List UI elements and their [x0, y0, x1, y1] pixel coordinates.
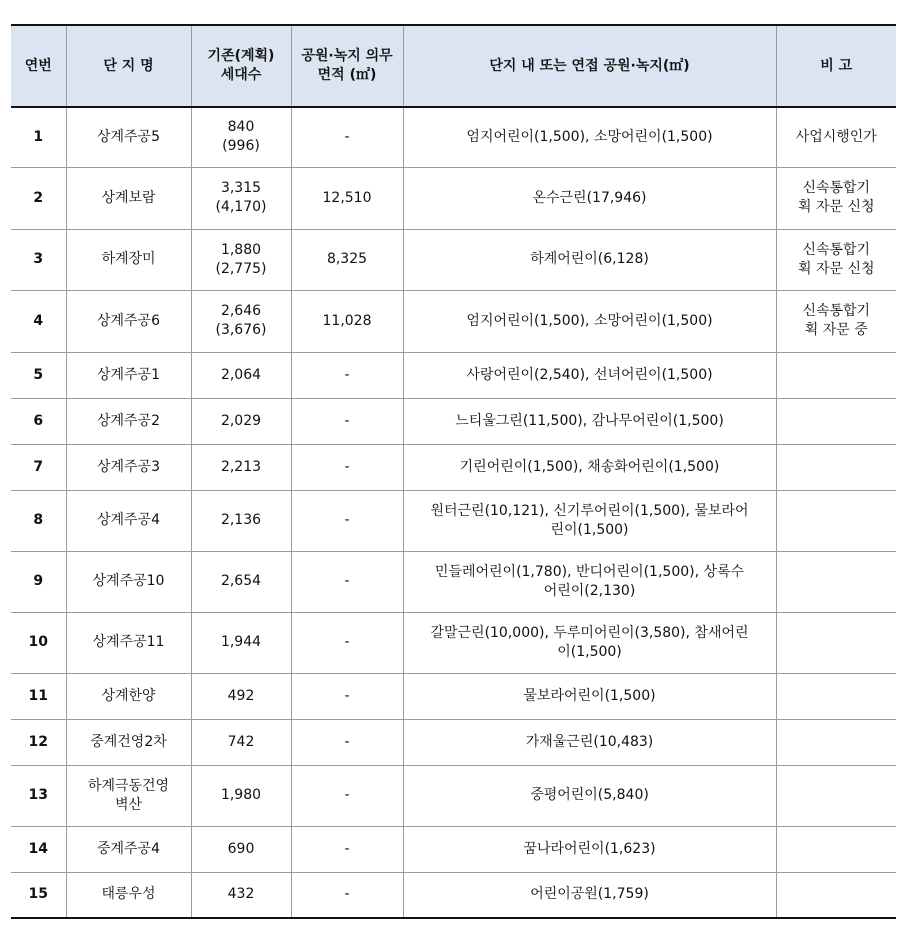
row-number: 14	[11, 826, 66, 872]
row-number: 10	[11, 612, 66, 673]
table-row	[11, 719, 896, 765]
table-row	[11, 551, 896, 612]
table-row	[11, 673, 896, 719]
note: 신속통합기 획 자문 신청	[776, 229, 896, 290]
row-number: 4	[11, 290, 66, 352]
household-count: 2,064	[191, 352, 291, 398]
table-row	[11, 612, 896, 673]
park-list: 느티울그린(11,500), 감나무어린이(1,500)	[403, 398, 776, 444]
required-area: -	[291, 872, 403, 918]
complex-name: 상계한양	[66, 673, 191, 719]
park-list: 꿈나라어린이(1,623)	[403, 826, 776, 872]
required-area: -	[291, 352, 403, 398]
note	[776, 398, 896, 444]
park-list: 기린어린이(1,500), 채송화어린이(1,500)	[403, 444, 776, 490]
required-area: 11,028	[291, 290, 403, 352]
complex-name: 중계건영2차	[66, 719, 191, 765]
header-no: 연번	[11, 25, 66, 107]
required-area: -	[291, 444, 403, 490]
park-list: 사랑어린이(2,540), 선녀어린이(1,500)	[403, 352, 776, 398]
note	[776, 673, 896, 719]
header-name: 단 지 명	[66, 25, 191, 107]
note	[776, 872, 896, 918]
note: 신속통합기 획 자문 중	[776, 290, 896, 352]
table-row	[11, 290, 896, 352]
row-number: 3	[11, 229, 66, 290]
table-row	[11, 444, 896, 490]
complex-name: 상계주공3	[66, 444, 191, 490]
park-list: 갈말근린(10,000), 두루미어린이(3,580), 참새어린 이(1,500)	[403, 612, 776, 673]
park-list: 민들레어린이(1,780), 반디어린이(1,500), 상록수 어린이(2,130)	[403, 551, 776, 612]
required-area: -	[291, 673, 403, 719]
row-number: 15	[11, 872, 66, 918]
household-count: 742	[191, 719, 291, 765]
required-area: -	[291, 398, 403, 444]
required-area: -	[291, 612, 403, 673]
table-row	[11, 490, 896, 551]
household-count: 492	[191, 673, 291, 719]
row-number: 7	[11, 444, 66, 490]
row-number: 13	[11, 765, 66, 826]
header-required-area: 공원·녹지 의무면적 (㎡)	[291, 25, 403, 107]
note: 사업시행인가	[776, 107, 896, 167]
park-list: 온수근린(17,946)	[403, 167, 776, 229]
row-number: 2	[11, 167, 66, 229]
complex-name: 상계주공5	[66, 107, 191, 167]
note	[776, 826, 896, 872]
apartment-parks-table	[11, 24, 896, 919]
row-number: 6	[11, 398, 66, 444]
required-area: -	[291, 551, 403, 612]
household-count: 690	[191, 826, 291, 872]
header-note: 비 고	[776, 25, 896, 107]
park-list: 엄지어린이(1,500), 소망어린이(1,500)	[403, 107, 776, 167]
table-row	[11, 872, 896, 918]
park-list: 가재울근린(10,483)	[403, 719, 776, 765]
complex-name: 하계극동건영 벽산	[66, 765, 191, 826]
complex-name: 상계주공1	[66, 352, 191, 398]
household-count: 2,654	[191, 551, 291, 612]
note	[776, 612, 896, 673]
required-area: -	[291, 490, 403, 551]
complex-name: 상계주공10	[66, 551, 191, 612]
required-area: 8,325	[291, 229, 403, 290]
park-list: 물보라어린이(1,500)	[403, 673, 776, 719]
park-list: 엄지어린이(1,500), 소망어린이(1,500)	[403, 290, 776, 352]
household-count: 2,136	[191, 490, 291, 551]
table-row	[11, 167, 896, 229]
required-area: -	[291, 826, 403, 872]
park-list: 중평어린이(5,840)	[403, 765, 776, 826]
table-row	[11, 107, 896, 167]
note	[776, 444, 896, 490]
row-number: 8	[11, 490, 66, 551]
household-count: 3,315 (4,170)	[191, 167, 291, 229]
complex-name: 중계주공4	[66, 826, 191, 872]
complex-name: 상계보람	[66, 167, 191, 229]
park-list: 원터근린(10,121), 신기루어린이(1,500), 물보라어 린이(1,500)	[403, 490, 776, 551]
household-count: 1,880 (2,775)	[191, 229, 291, 290]
table-row	[11, 826, 896, 872]
note: 신속통합기 획 자문 신청	[776, 167, 896, 229]
park-list: 하계어린이(6,128)	[403, 229, 776, 290]
complex-name: 상계주공2	[66, 398, 191, 444]
note	[776, 352, 896, 398]
row-number: 12	[11, 719, 66, 765]
note	[776, 551, 896, 612]
complex-name: 태릉우성	[66, 872, 191, 918]
required-area: -	[291, 107, 403, 167]
required-area: -	[291, 719, 403, 765]
table-row	[11, 229, 896, 290]
row-number: 11	[11, 673, 66, 719]
note	[776, 719, 896, 765]
park-list: 어린이공원(1,759)	[403, 872, 776, 918]
note	[776, 490, 896, 551]
complex-name: 하계장미	[66, 229, 191, 290]
header-row	[11, 25, 896, 107]
complex-name: 상계주공11	[66, 612, 191, 673]
row-number: 5	[11, 352, 66, 398]
complex-name: 상계주공6	[66, 290, 191, 352]
household-count: 432	[191, 872, 291, 918]
table-row	[11, 765, 896, 826]
required-area: 12,510	[291, 167, 403, 229]
household-count: 2,213	[191, 444, 291, 490]
table-row	[11, 352, 896, 398]
row-number: 9	[11, 551, 66, 612]
household-count: 840 (996)	[191, 107, 291, 167]
table-row	[11, 398, 896, 444]
row-number: 1	[11, 107, 66, 167]
header-parks: 단지 내 또는 연접 공원·녹지(㎡)	[403, 25, 776, 107]
household-count: 2,029	[191, 398, 291, 444]
required-area: -	[291, 765, 403, 826]
note	[776, 765, 896, 826]
household-count: 1,944	[191, 612, 291, 673]
header-households: 기존(계획) 세대수	[191, 25, 291, 107]
complex-name: 상계주공4	[66, 490, 191, 551]
household-count: 1,980	[191, 765, 291, 826]
household-count: 2,646 (3,676)	[191, 290, 291, 352]
